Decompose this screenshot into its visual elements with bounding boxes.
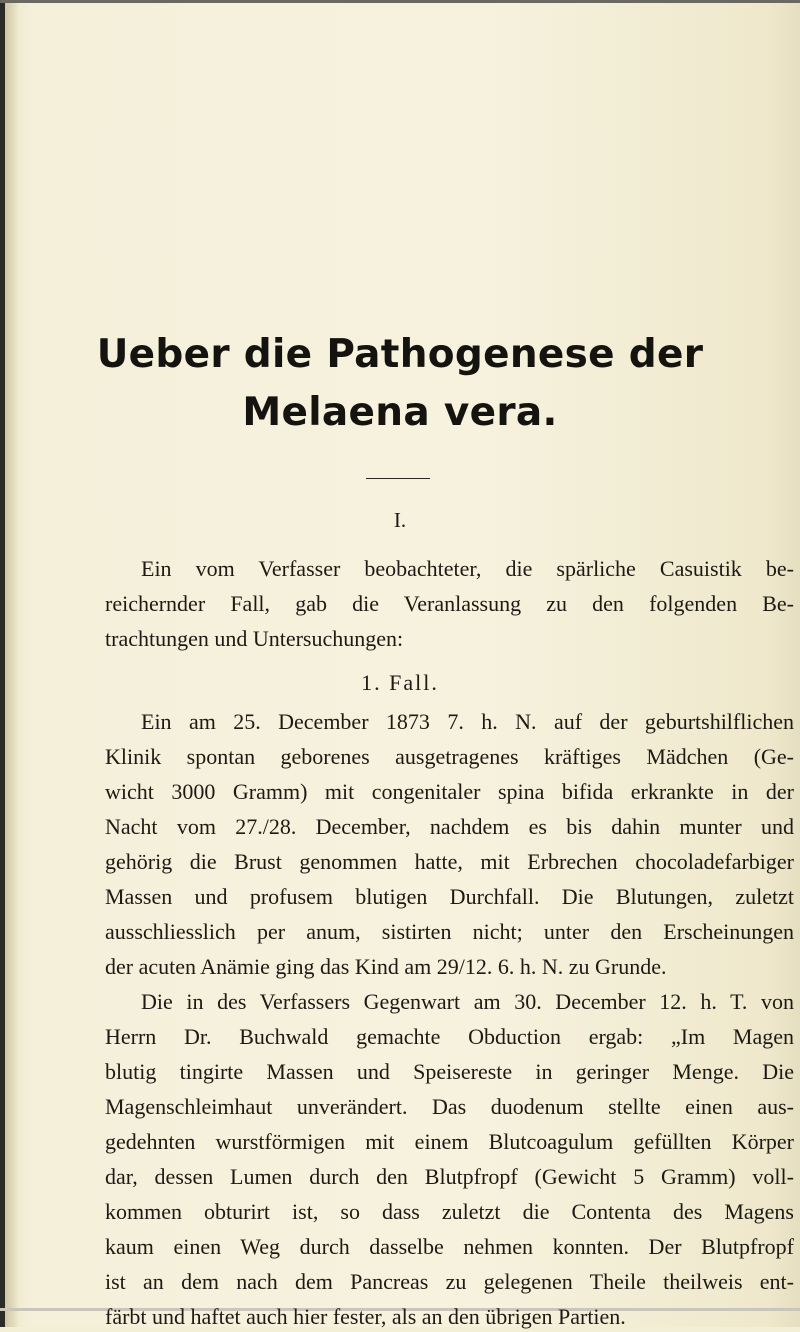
gutter-shadow bbox=[5, 0, 19, 1327]
title-line-2: Melaena vera. bbox=[242, 390, 558, 435]
case-line: Klinik spontan geborenes ausgetragenes kräftiges Mädchen (Ge- bbox=[105, 744, 794, 769]
case-heading: 1. Fall. bbox=[361, 670, 439, 695]
case-line: Nacht vom 27./28. December, nachdem es bis dahin munter und bbox=[105, 814, 794, 839]
intro-line: reichernder Fall, gab die Veranlassung zu den folgenden Be- bbox=[105, 591, 794, 616]
case-line: gedehnten wurstförmigen mit einem Blutcoagulum gefüllten Körper bbox=[105, 1129, 794, 1154]
case-line: blutig tingirte Massen und Speisereste in geringer Menge. Die bbox=[105, 1059, 794, 1084]
case-line: Herrn Dr. Buchwald gemachte Obduction ergab: „Im Magen bbox=[105, 1024, 794, 1049]
case-line: Ein am 25. December 1873 7. h. N. auf der geburtshilflichen bbox=[141, 709, 794, 734]
case-line: dar, dessen Lumen durch den Blutpfropf (Gewicht 5 Gramm) voll- bbox=[105, 1164, 794, 1189]
title-divider bbox=[366, 478, 430, 479]
scan-top-edge bbox=[0, 0, 800, 3]
case-line: kaum einen Weg durch dasselbe nehmen konnten. Der Blutpfropf bbox=[105, 1234, 794, 1259]
case-line: Massen und profusem blutigen Durchfall. Die Blutungen, zuletzt bbox=[105, 884, 794, 909]
case-line: färbt und haftet auch hier fester, als an den übrigen Partien. bbox=[105, 1304, 626, 1329]
intro-line: Ein vom Verfasser beobachteter, die spärliche Casuistik be- bbox=[141, 556, 794, 581]
case-line: wicht 3000 Gramm) mit congenitaler spina bifida erkrankte in der bbox=[105, 779, 794, 804]
section-number: I. bbox=[393, 508, 407, 532]
title-line-1: Ueber die Pathogenese der bbox=[96, 332, 704, 377]
case-line: Magenschleimhaut unverändert. Das duodenum stellte einen aus- bbox=[105, 1094, 794, 1119]
case-line: der acuten Anämie ging das Kind am 29/12. 6. h. N. zu Grunde. bbox=[105, 954, 667, 979]
case-line: gehörig die Brust genommen hatte, mit Erbrechen chocoladefarbiger bbox=[105, 849, 794, 874]
case-line: ist an dem nach dem Pancreas zu gelegenen Theile theilweis ent- bbox=[105, 1269, 794, 1294]
intro-line: trachtungen und Untersuchungen: bbox=[105, 626, 404, 651]
case-line: ausschliesslich per anum, sistirten nicht; unter den Erscheinungen bbox=[105, 919, 794, 944]
case-line: kommen obturirt ist, so dass zuletzt die Contenta des Magens bbox=[105, 1199, 794, 1224]
case-line: Die in des Verfassers Gegenwart am 30. December 12. h. T. von bbox=[141, 989, 794, 1014]
